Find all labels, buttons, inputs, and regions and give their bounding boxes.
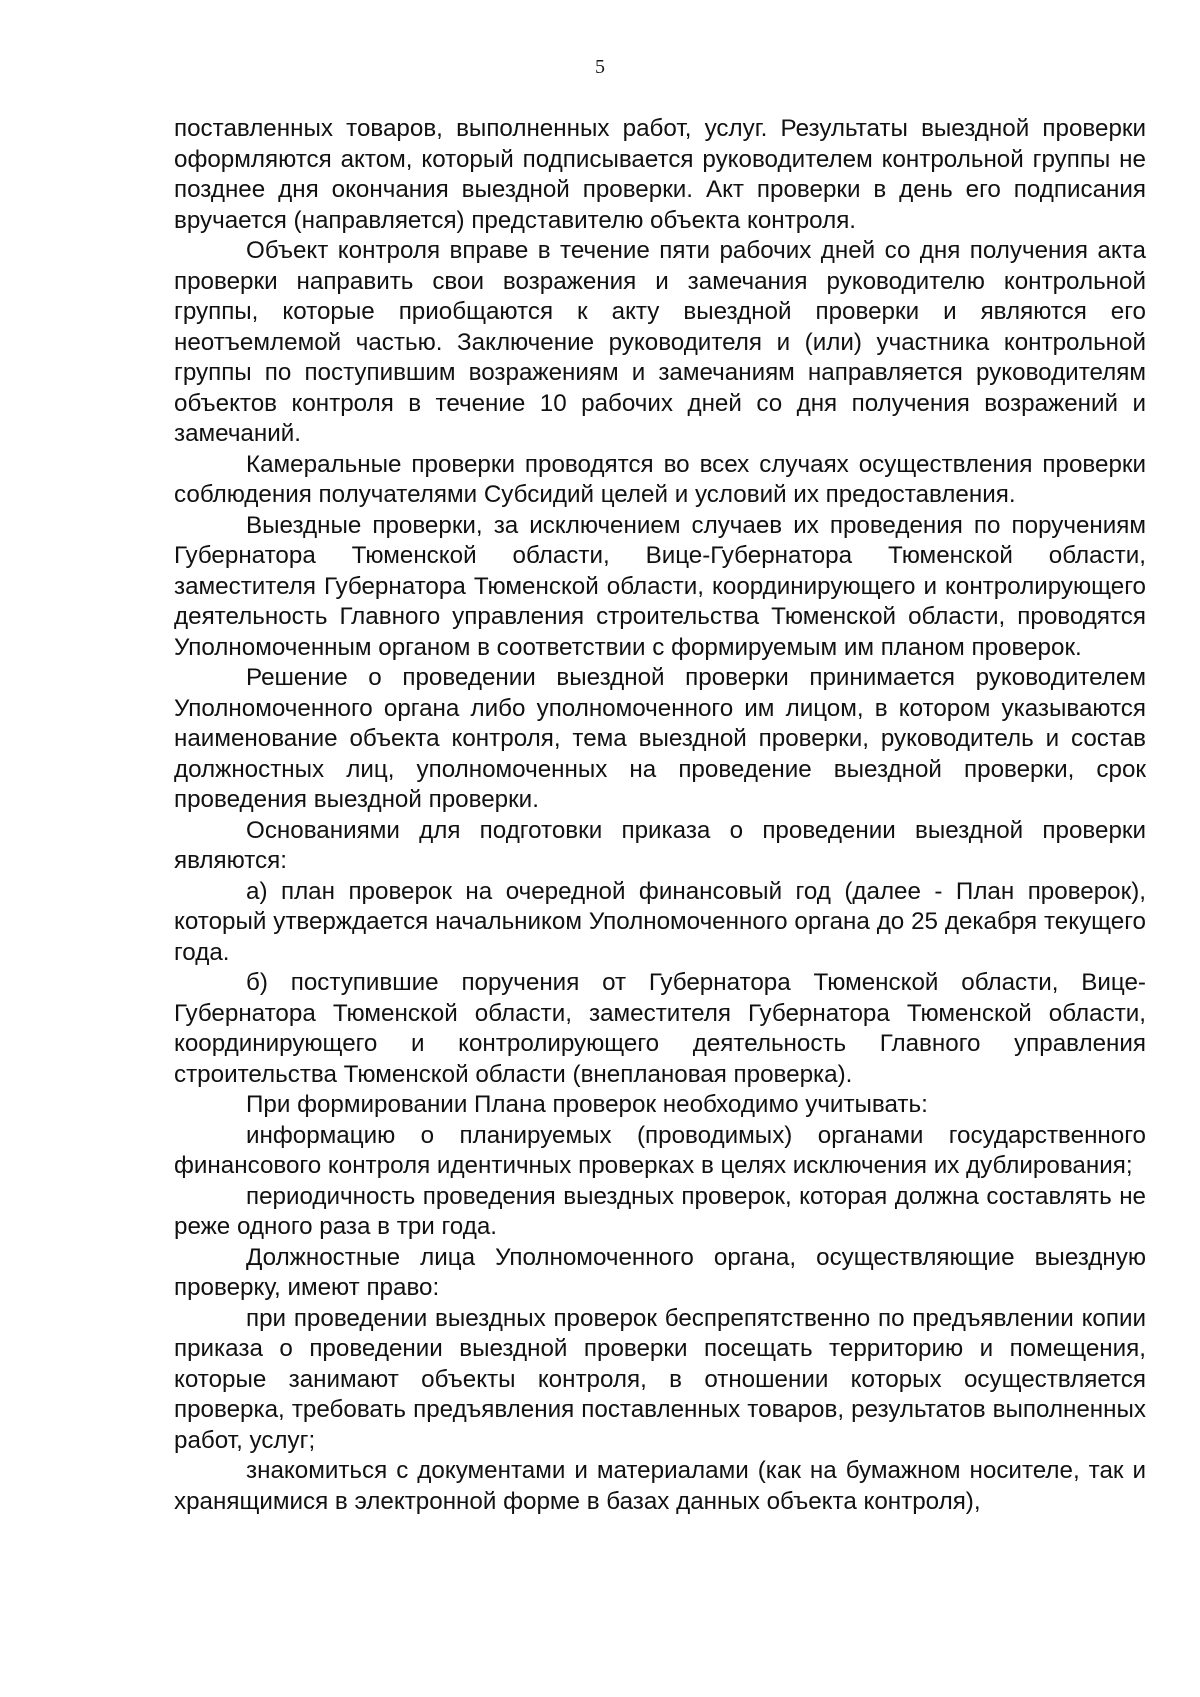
paragraph: Решение о проведении выездной проверки принимается руководителем Уполномоченного органа либо уполномоченного им лицом, в котором указываются наименование объекта контроля, тема выездной проверки, руководитель и состав должностных лиц, уполномоченных на проведение выездной проверки, срок проведения выездной проверки. [174, 664, 1146, 813]
paragraph: Выездные проверки, за исключением случаев их проведения по поручениям Губернатора Тюменской области, Вице-Губернатора Тюменской области, заместителя Губернатора Тюменской области, координирующего и контролирующего деятельность Главного управления строительства Тюменской области, проводятся Уполномоченным органом в соответствии с формируемым им планом проверок. [174, 511, 1146, 661]
paragraph: б) поступившие поручения от Губернатора Тюменской области, Вице-Губернатора Тюменской области, заместителя Губернатора Тюменской области, координирующего и контролирующего деятельность Главного управления строительства Тюменской области (внеплановая проверка). [174, 969, 1146, 1088]
paragraph: при проведении выездных проверок беспрепятственно по предъявлении копии приказа о проведении выездной проверки посещать территорию и помещения, которые занимают объекты контроля, в отношении которых осуществляется проверка, требовать предъявления поставленных товаров, результатов выполненных работ, услуг; [174, 1304, 1146, 1454]
paragraph: информацию о планируемых (проводимых) органами государственного финансового контроля идентичных проверках в целях исключения их дублирования; [174, 1121, 1146, 1179]
paragraph: При формировании Плана проверок необходимо учитывать: [246, 1091, 928, 1118]
document-body [174, 114, 1146, 1517]
paragraph: поставленных товаров, выполненных работ, услуг. Результаты выездной проверки оформляются актом, который подписывается руководителем контрольной группы не позднее дня окончания выездной проверки. Акт проверки в день его подписания вручается (направляется) представителю объекта контроля. [174, 115, 1146, 234]
paragraph: Основаниями для подготовки приказа о проведении выездной проверки являются: [174, 816, 1146, 874]
paragraph: а) план проверок на очередной финансовый год (далее - План проверок), который утверждается начальником Уполномоченного органа до 25 декабря текущего года. [174, 877, 1146, 966]
paragraph: Камеральные проверки проводятся во всех случаях осуществления проверки соблюдения получателями Субсидий целей и условий их предоставления. [174, 450, 1146, 508]
page-number: 5 [595, 56, 605, 78]
paragraph: Объект контроля вправе в течение пяти рабочих дней со дня получения акта проверки направить свои возражения и замечания руководителю контрольной группы, которые приобщаются к акту выездной проверки и являются его неотъемлемой частью. Заключение руководителя и (или) участника контрольной группы по поступившим возражениям и замечаниям направляется руководителям объектов контроля в течение 10 рабочих дней со дня получения возражений и замечаний. [174, 237, 1146, 447]
paragraph: периодичность проведения выездных проверок, которая должна составлять не реже одного раза в три года. [174, 1182, 1146, 1240]
paragraph: знакомиться с документами и материалами (как на бумажном носителе, так и хранящимися в электронной форме в базах данных объекта контроля), [174, 1457, 1146, 1515]
paragraph: Должностные лица Уполномоченного органа, осуществляющие выездную проверку, имеют право: [174, 1243, 1146, 1301]
